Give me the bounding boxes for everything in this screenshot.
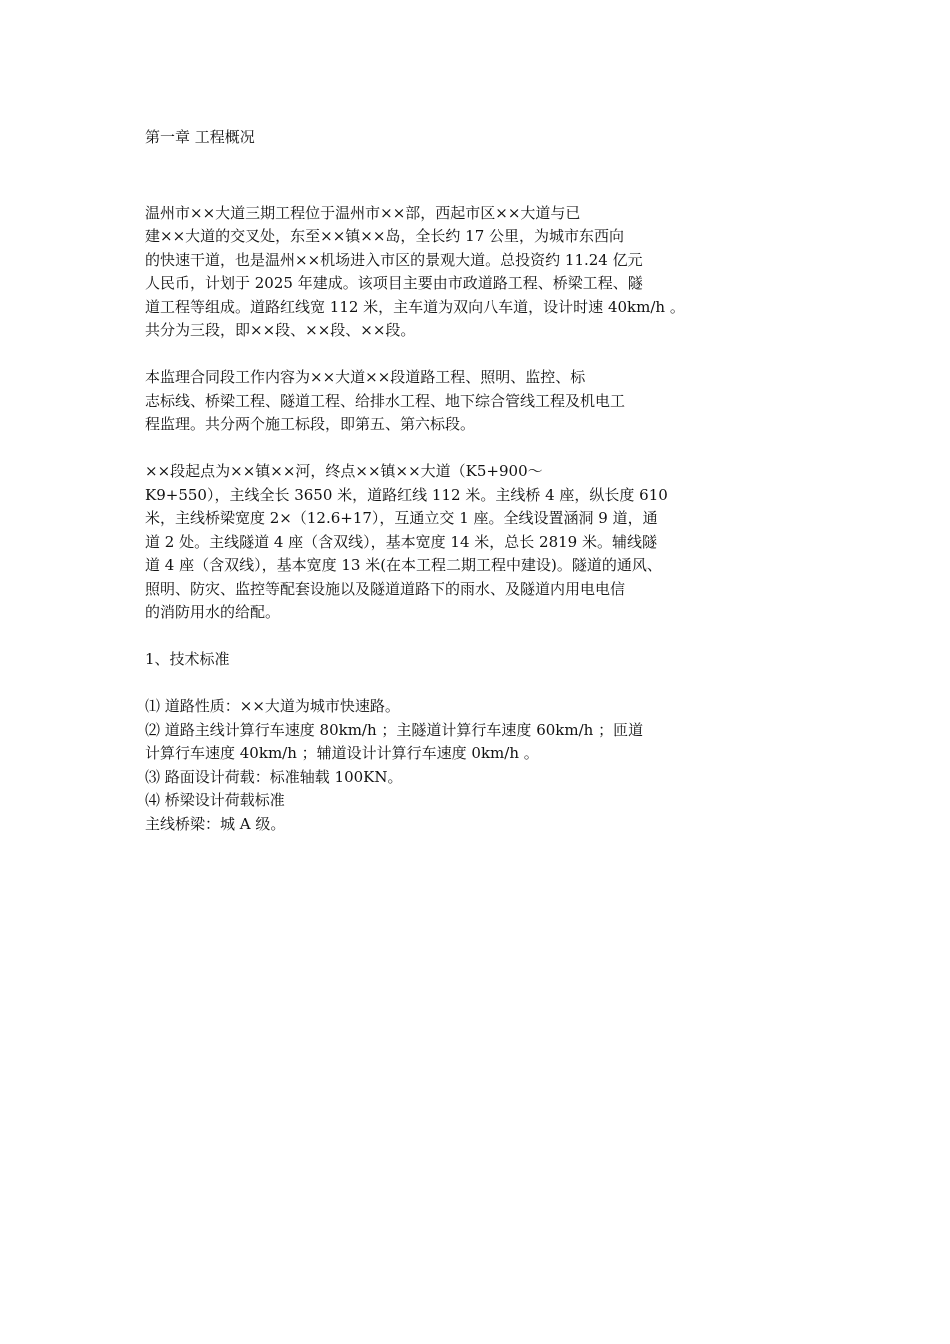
- text-line: 道 4 座（含双线），基本宽度 13 米(在本工程二期工程中建设)。隧道的通风、: [145, 556, 662, 574]
- text-line: 志标线、桥梁工程、隧道工程、给排水工程、地下综合管线工程及机电工: [145, 391, 626, 410]
- list-item: 计算行车速度 40km/h ；辅道设计计算行车速度 0km/h 。: [145, 744, 539, 762]
- text-line: 道 2 处。主线隧道 4 座（含双线），基本宽度 14 米，总长 2819 米。辅线隧: [145, 532, 657, 551]
- text-line: 米，主线桥梁宽度 2×（12.6+17），互通立交 1 座。全线设置涵洞 9 道，通: [145, 509, 658, 527]
- text-line: ××段起点为××镇××河，终点××镇××大道（K5+900～: [145, 462, 543, 480]
- document-body: [145, 126, 735, 836]
- list-item: ⑴ 道路性质：××大道为城市快速路。: [145, 697, 400, 715]
- section-heading-tech-standard: 1、技术标准: [145, 650, 230, 668]
- paragraph-supervision-scope: [145, 366, 735, 437]
- text-line: 的快速干道，也是温州××机场进入市区的景观大道。总投资约 11.24 亿元: [145, 250, 643, 269]
- tech-standard-list: [145, 695, 735, 836]
- text-line: 道工程等组成。道路红线宽 112 米，主车道为双向八车道，设计时速 40km/h 。: [145, 297, 685, 316]
- text-line: 温州市××大道三期工程位于温州市××部，西起市区××大道与已: [145, 203, 581, 222]
- text-line: 本监理合同段工作内容为××大道××段道路工程、照明、监控、标: [145, 368, 586, 386]
- list-item: ⑷ 桥梁设计荷载标准: [145, 791, 285, 809]
- paragraph-section-details: [145, 460, 735, 625]
- text-line: 的消防用水的给配。: [145, 603, 281, 621]
- paragraph-project-overview: [145, 202, 735, 343]
- chapter-title: 第一章 工程概况: [145, 128, 255, 146]
- list-item: ⑵ 道路主线计算行车速度 80km/h ；主隧道计算行车速度 60km/h ；匝道: [145, 720, 644, 739]
- text-line: 程监理。共分两个施工标段，即第五、第六标段。: [145, 415, 476, 433]
- text-line: K9+550），主线全长 3650 米，道路红线 112 米。主线桥 4 座，纵长度 610: [145, 485, 668, 504]
- text-line: 建××大道的交叉处，东至××镇××岛，全长约 17 公里，为城市东西向: [145, 227, 625, 245]
- text-line: 人民币，计划于 2025 年建成。该项目主要由市政道路工程、桥梁工程、隧: [145, 274, 643, 292]
- text-line: 共分为三段，即××段、××段、××段。: [145, 321, 416, 339]
- text-line: 照明、防灾、监控等配套设施以及隧道道路下的雨水、及隧道内用电电信: [145, 579, 626, 598]
- list-item: ⑶ 路面设计荷载：标准轴载 100KN。: [145, 767, 403, 786]
- list-item: 主线桥梁：城 A 级。: [145, 814, 286, 833]
